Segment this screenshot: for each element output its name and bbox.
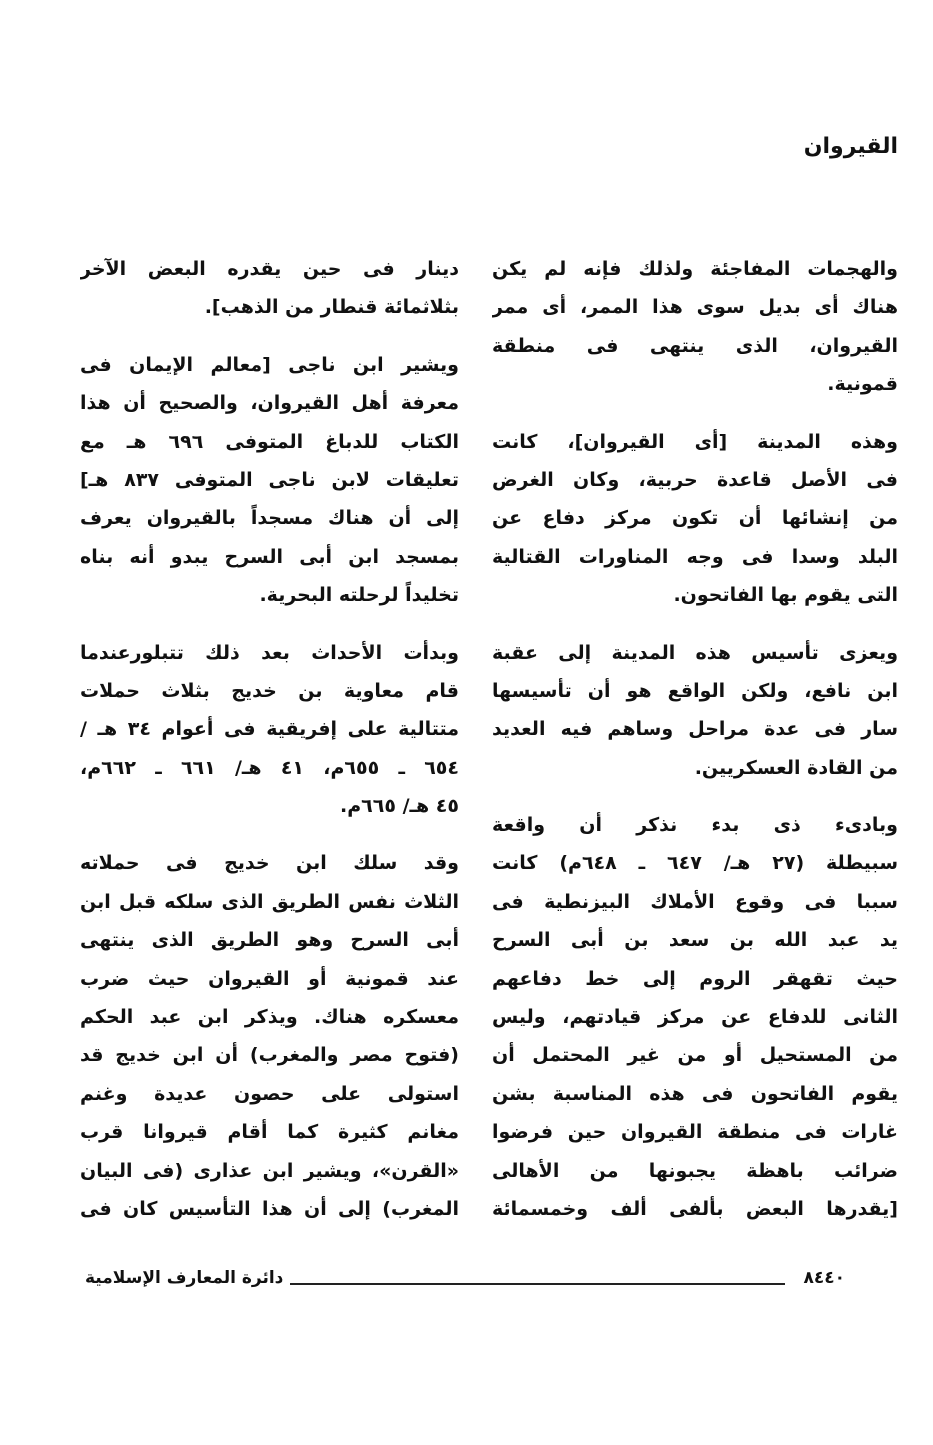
text-line: الثانى للدفاع عن مركز قيادتهم، وليس [492, 1006, 898, 1029]
text-line: بثلاثمائة قنطار من الذهب]. [204, 296, 459, 319]
text-line: [يقدرها البعض بألفى ألف وخمسمائة [492, 1197, 898, 1220]
right-column [492, 250, 898, 1247]
text-line: والهجمات المفاجئة ولذلك فإنه لم يكن [492, 258, 898, 280]
text-line: عند قمونية أو القيروان حيث ضرب [80, 967, 459, 990]
paragraph [80, 250, 459, 327]
text-line: ضرائب باهظة يجبونها من الأهالى [492, 1159, 898, 1182]
text-line: ويعزى تأسيس هذه المدينة إلى عقبة [492, 641, 898, 664]
text-line: تخليداً لرحلته البحرية. [259, 584, 459, 607]
text-line: معرفة أهل القيروان، والصحيح أن هذا [80, 392, 459, 415]
text-line: الكتاب للدباغ المتوفى ٦٩٦ هـ مع [80, 430, 459, 453]
paragraph [492, 250, 898, 404]
text-line: بمسجد ابن أبى السرح يبدو أنه بناه [80, 545, 459, 568]
text-line: من القادة العسكريين. [694, 756, 898, 779]
text-line: يد عبد الله بن سعد بن أبى السرح [492, 929, 898, 952]
text-line: معسكره هناك. ويذكر ابن عبد الحكم [80, 1006, 459, 1029]
page-number: ٨٤٤٠ [803, 1268, 845, 1288]
footer-publication-title: دائرة المعارف الإسلامية [85, 1268, 284, 1288]
text-line: الثلاث نفس الطريق الذى سلكه قبل ابن [80, 890, 459, 913]
text-line: متتالية على إفريقية فى أعوام ٣٤ هـ / [80, 718, 459, 741]
text-line: ويشير ابن ناجى [معالم الإيمان فى [80, 353, 459, 376]
text-line: من المستحيل أو من غير المحتمل أن [492, 1044, 898, 1067]
paragraph [80, 346, 459, 615]
text-line: سار فى عدة مراحل وساهم فيه العديد [492, 718, 898, 741]
text-line: التى يقوم بها الفاتحون. [673, 584, 898, 607]
text-line: غارات فى منطقة القيروان حين فرضوا [492, 1121, 898, 1144]
text-line: حيث تقهقر الروم إلى خط دفاعهم [492, 967, 898, 990]
text-line: تعليقات لابن ناجى المتوفى ٨٣٧ هـ] [80, 468, 459, 491]
text-line: سبيطلة (٢٧ هـ/ ٦٤٧ ـ ٦٤٨م) كانت [492, 852, 898, 875]
text-line: هناك أى بديل سوى هذا الممر، أى ممر [492, 296, 898, 319]
text-line: يقوم الفاتحون فى هذه المناسبة بشن [492, 1082, 898, 1105]
paragraph [80, 634, 459, 826]
text-line: استولى على حصون عديدة وغنم [80, 1082, 459, 1105]
text-line: وبدأت الأحداث بعد ذلك تتبلورعندما [80, 641, 459, 664]
paragraph [492, 423, 898, 615]
paragraph [492, 634, 898, 788]
text-line: فى الأصل قاعدة حربية، وكان الغرض [492, 468, 898, 491]
text-line: قام معاوية بن خديج بثلاث حملات [80, 679, 459, 702]
text-line: المغرب) إلى أن هذا التأسيس كان فى [80, 1197, 459, 1220]
text-line: «القرن»، ويشير ابن عذارى (فى البيان [80, 1159, 459, 1182]
text-line: القيروان، الذى ينتهى فى منطقة [492, 334, 898, 357]
left-column [80, 250, 459, 1247]
footer [85, 1268, 845, 1298]
text-line: وبادىء ذى بدء نذكر أن واقعة [492, 814, 898, 837]
text-line: إلى أن هناك مسجداً بالقيروان يعرف [80, 507, 459, 530]
text-line: وقد سلك ابن خديج فى حملاته [80, 852, 459, 875]
text-line: دينار فى حين يقدره البعض الآخر [80, 258, 459, 280]
paragraph [80, 844, 459, 1228]
text-line: قمونية. [827, 373, 898, 396]
text-line: من إنشائها أن تكون مركز دفاع عن [492, 507, 898, 530]
paragraph [492, 806, 898, 1228]
text-line: أبى السرح وهو الطريق الذى ينتهى [80, 929, 459, 952]
text-line: وهذه المدينة [أى القيروان]، كانت [492, 430, 898, 453]
text-line: مغانم كثيرة كما أقام قيروانا قرب [80, 1121, 459, 1144]
running-header: القيروان [803, 134, 898, 159]
text-line: سببا فى وقوع الأملاك البيزنطية فى [492, 890, 898, 913]
text-line: (فتوح مصر والمغرب) أن ابن خديج قد [80, 1044, 459, 1067]
footer-divider [290, 1283, 785, 1285]
text-line: ٤٥ هـ/ ٦٦٥م. [340, 795, 459, 818]
text-line: ابن نافع، ولكن الواقع هو أن تأسيسها [492, 679, 898, 702]
text-line: ٦٥٤ ـ ٦٥٥م، ٤١ هـ/ ٦٦١ ـ ٦٦٢م، [80, 756, 459, 779]
text-line: البلد وسدا فى وجه المناورات القتالية [492, 545, 898, 568]
